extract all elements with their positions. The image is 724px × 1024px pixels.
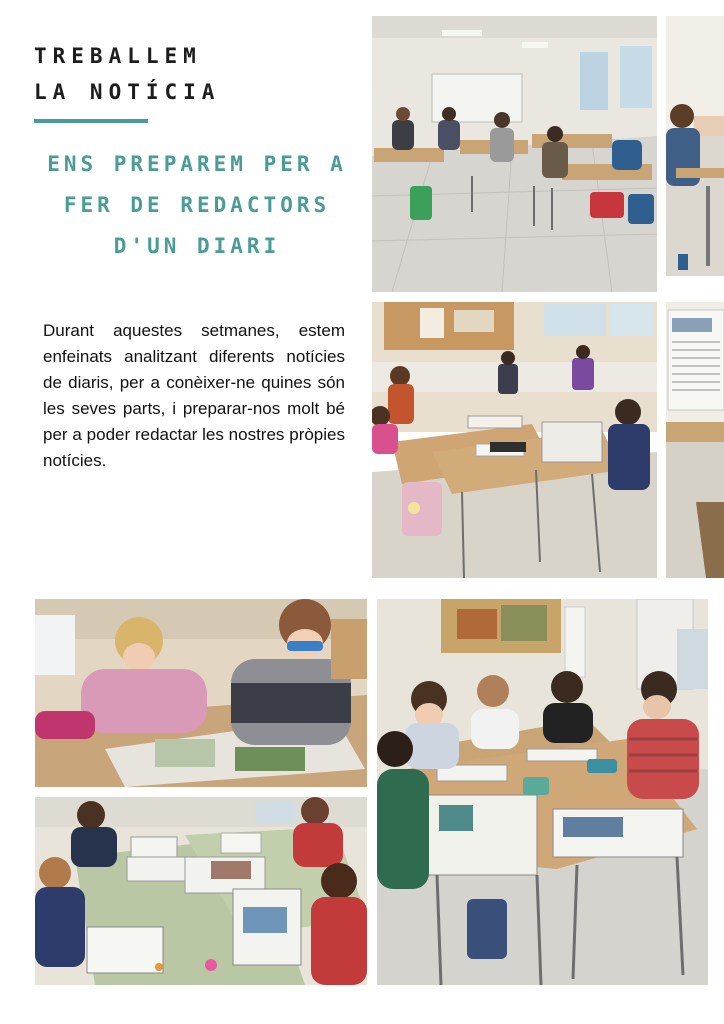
page-subtitle: ENS PREPAREM PER A FER DE REDACTORS D'UN DIARI: [47, 152, 347, 258]
photo-classroom-wide: [372, 16, 657, 292]
photo-newspaper-edge: [666, 302, 724, 578]
title-underline: [34, 119, 148, 123]
photo-desks-newspapers: [35, 797, 367, 985]
photo-classroom-edge-top: [666, 16, 724, 276]
photo-students-reading: [372, 302, 657, 578]
photo-students-closeup: [35, 599, 367, 787]
page-title: TREBALLEM LA NOTÍCIA: [34, 44, 221, 104]
photo-group-tables: [377, 599, 708, 985]
body-paragraph: Durant aquestes setmanes, estem enfeinats analitzant diferents notícies de diaris, per a conèixer-ne quines són les seves parts, i preparar-nos molt bé per a poder redactar les nostres pròpies notícies.: [43, 321, 345, 470]
